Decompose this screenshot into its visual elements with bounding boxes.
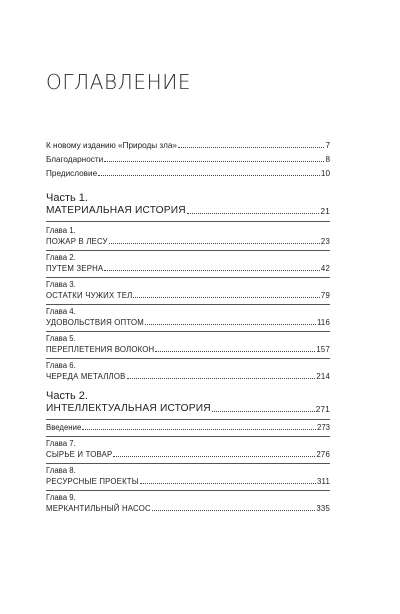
chapter-title: ПЕРЕПЛЕТЕНИЯ ВОЛОКОН <box>46 345 155 354</box>
divider <box>46 250 330 251</box>
toc-entry-page: 8 <box>325 155 330 164</box>
toc-entry-page: 273 <box>316 423 330 432</box>
chapter-title: ПУТЕМ ЗЕРНА <box>46 264 104 273</box>
toc-entry-chapter-3[interactable] <box>46 291 330 300</box>
dot-leader <box>178 147 324 148</box>
toc-entry-chapter-2[interactable] <box>46 264 330 273</box>
part-2-title: ИНТЕЛЛЕКТУАЛЬНАЯ ИСТОРИЯ <box>46 403 211 414</box>
chapter-title: МЕРКАНТИЛЬНЫЙ НАСОС <box>46 504 151 513</box>
toc-entry-label: Благодарности <box>46 155 104 164</box>
toc-entry-page: 7 <box>325 141 330 150</box>
toc-entry-page: 21 <box>320 207 330 216</box>
dot-leader <box>140 483 316 484</box>
part-2-heading: Часть 2. <box>46 390 88 402</box>
divider <box>46 277 330 278</box>
toc-entry-page: 276 <box>316 450 330 459</box>
dot-leader <box>187 213 320 214</box>
part-1-title: МАТЕРИАЛЬНАЯ ИСТОРИЯ <box>46 205 186 216</box>
toc-entry-page: 79 <box>320 291 330 300</box>
dot-leader <box>104 270 320 271</box>
toc-entry-page: 10 <box>320 169 330 178</box>
divider <box>46 463 330 464</box>
chapter-2-label: Глава 2. <box>46 253 76 262</box>
chapter-1-label: Глава 1. <box>46 226 76 235</box>
dot-leader <box>152 510 316 511</box>
dot-leader <box>155 351 315 352</box>
divider <box>46 436 330 437</box>
toc-entry-chapter-1[interactable] <box>46 237 330 246</box>
dot-leader <box>145 324 316 325</box>
divider <box>46 331 330 332</box>
toc-entry-page: 42 <box>320 264 330 273</box>
part-1-heading: Часть 1. <box>46 192 88 204</box>
divider <box>46 419 330 420</box>
dot-leader <box>82 429 316 430</box>
divider <box>46 221 330 222</box>
toc-entry-page: 116 <box>316 318 330 327</box>
toc-entry-page: 23 <box>320 237 330 246</box>
toc-entry-chapter-8[interactable] <box>46 477 330 486</box>
toc-entry-chapter-7[interactable] <box>46 450 330 459</box>
dot-leader <box>98 175 320 176</box>
chapter-4-label: Глава 4. <box>46 307 76 316</box>
dot-leader <box>113 456 315 457</box>
toc-entry-chapter-6[interactable] <box>46 372 330 381</box>
chapter-title: ОСТАТКИ ЧУЖИХ ТЕЛ <box>46 291 133 300</box>
toc-entry-chapter-5[interactable] <box>46 345 330 354</box>
dot-leader <box>133 297 320 298</box>
toc-entry-label: Введение <box>46 423 82 432</box>
chapter-8-label: Глава 8. <box>46 466 76 475</box>
chapter-title: ПОЖАР В ЛЕСУ <box>46 237 108 246</box>
toc-entry-label: Предисловие <box>46 169 98 178</box>
divider <box>46 358 330 359</box>
chapter-title: ЧЕРЕДА МЕТАЛЛОВ <box>46 372 126 381</box>
chapter-9-label: Глава 9. <box>46 493 76 502</box>
divider <box>46 304 330 305</box>
toc-entry-preface[interactable] <box>46 169 330 178</box>
chapter-title: УДОВОЛЬСТВИЯ ОПТОМ <box>46 318 144 327</box>
toc-entry-label: К новому изданию «Природы зла» <box>46 141 177 150</box>
chapter-3-label: Глава 3. <box>46 280 76 289</box>
toc-entry-acknowledgements[interactable] <box>46 155 330 164</box>
chapter-6-label: Глава 6. <box>46 361 76 370</box>
toc-entry-new-edition[interactable] <box>46 141 330 150</box>
dot-leader <box>109 243 320 244</box>
dot-leader <box>212 411 315 412</box>
toc-entry-page: 157 <box>316 345 330 354</box>
chapter-7-label: Глава 7. <box>46 439 76 448</box>
page-title: ОГЛАВЛЕНИЕ <box>46 70 192 94</box>
chapter-title: СЫРЬЕ И ТОВАР <box>46 450 113 459</box>
dot-leader <box>104 161 324 162</box>
toc-entry-introduction[interactable] <box>46 423 330 432</box>
divider <box>46 490 330 491</box>
toc-entry-page: 311 <box>316 477 330 486</box>
toc-entry-part-1[interactable] <box>46 205 330 216</box>
toc-entry-page: 214 <box>316 372 330 381</box>
toc-entry-chapter-9[interactable] <box>46 504 330 513</box>
toc-entry-chapter-4[interactable] <box>46 318 330 327</box>
chapter-5-label: Глава 5. <box>46 334 76 343</box>
toc-entry-part-2[interactable] <box>46 403 330 414</box>
chapter-title: РЕСУРСНЫЕ ПРОЕКТЫ <box>46 477 139 486</box>
dot-leader <box>127 378 316 379</box>
toc-entry-page: 271 <box>315 405 330 414</box>
toc-entry-page: 335 <box>316 504 330 513</box>
